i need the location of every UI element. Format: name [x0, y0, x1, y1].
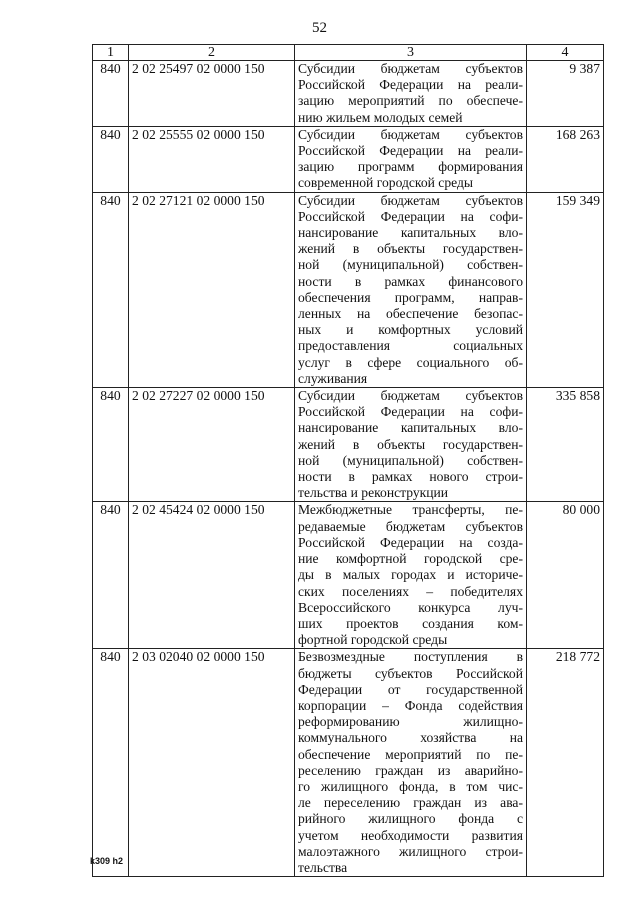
description-line: Субсидии бюджетам субъектов [298, 61, 523, 76]
income-description-cell [295, 649, 527, 877]
footer-code: k309 h2 [90, 856, 124, 866]
description-line: нансирование капитальных вло- [298, 420, 523, 436]
table-row [93, 61, 604, 127]
table-row [93, 192, 604, 387]
income-description-cell [295, 502, 527, 649]
budget-classification-code-cell: 2 02 27227 02 0000 150 [129, 388, 295, 502]
description-line: Российской Федерации на софи- [298, 404, 523, 420]
income-description-cell [295, 388, 527, 502]
description-line: нию жильем молодых семей [298, 109, 463, 125]
description-line: Субсидии бюджетам субъектов [298, 388, 523, 404]
description-line: Российской Федерации на софи- [298, 208, 523, 224]
admin-code-cell: 840 [93, 649, 129, 877]
description-line: Межбюджетные трансферты, пе- [298, 502, 523, 518]
description-line: ной (муниципальной) собствен- [298, 452, 523, 468]
description-line: современной городской среды [298, 175, 474, 191]
description-line: ленных на обеспечение безопас- [298, 306, 523, 322]
description-line: малоэтажного жилищного строи- [298, 843, 523, 859]
description-line: редаваемые бюджетам субъектов [298, 518, 523, 534]
table-header-row [93, 45, 604, 61]
description-line: ных и комфортных условий [298, 322, 523, 338]
amount-cell: 218 772 [527, 649, 604, 877]
column-header-4: 4 [527, 45, 604, 61]
description-line: нансирование капитальных вло- [298, 225, 523, 241]
description-line: реселению граждан из аварийно- [298, 762, 523, 778]
admin-code-cell: 840 [93, 192, 129, 387]
table-row [93, 388, 604, 502]
description-line: предоставления социальных [298, 338, 523, 354]
description-line: ности в рамках нового строи- [298, 469, 523, 485]
description-line: обеспечение мероприятий по пе- [298, 746, 523, 762]
description-line: Субсидии бюджетам субъектов [298, 192, 523, 208]
description-line: зацию программ формирования [298, 159, 523, 175]
admin-code-cell: 840 [93, 126, 129, 192]
description-line: ских поселениях – победителях [298, 583, 523, 599]
description-line: Субсидии бюджетам субъектов [298, 126, 523, 142]
column-header-1: 1 [93, 45, 129, 61]
budget-classification-code-cell: 2 02 25555 02 0000 150 [129, 126, 295, 192]
description-line: коммунального хозяйства на [298, 730, 523, 746]
budget-classification-code-cell: 2 03 02040 02 0000 150 [129, 649, 295, 877]
description-line: ной (муниципальной) собствен- [298, 257, 523, 273]
description-line: корпорации – Фонда содействия [298, 697, 523, 713]
column-header-2: 2 [129, 45, 295, 61]
description-line: учетом необходимости развития [298, 827, 523, 843]
page-number: 52 [312, 20, 327, 36]
description-line: Безвозмездные поступления в [298, 649, 523, 665]
description-line: ние комфортной городской сре- [298, 551, 523, 567]
budget-classification-code-cell: 2 02 27121 02 0000 150 [129, 192, 295, 387]
admin-code-cell: 840 [93, 61, 129, 127]
amount-cell: 159 349 [527, 192, 604, 387]
description-line: ле переселению граждан из ава- [298, 795, 523, 811]
description-line: бюджеты субъектов Российской [298, 665, 523, 681]
income-description-cell [295, 192, 527, 387]
description-line: Российской Федерации на реали- [298, 77, 523, 93]
income-description-cell [295, 61, 527, 127]
description-line: тельства [298, 859, 348, 875]
description-line: ности в рамках финансового [298, 273, 523, 289]
budget-classification-code-cell: 2 02 45424 02 0000 150 [129, 502, 295, 649]
admin-code-cell: 840 [93, 388, 129, 502]
description-line: Российской Федерации на созда- [298, 534, 523, 550]
amount-cell: 9 387 [527, 61, 604, 127]
budget-table [92, 44, 604, 877]
description-line: тельства и реконструкции [298, 485, 449, 501]
description-line: жений в объекты государствен- [298, 436, 523, 452]
description-line: ды в малых городах и историче- [298, 567, 523, 583]
amount-cell: 168 263 [527, 126, 604, 192]
admin-code-cell: 840 [93, 502, 129, 649]
description-line: реформированию жилищно- [298, 714, 523, 730]
description-line: Российской Федерации на реали- [298, 143, 523, 159]
budget-classification-code-cell: 2 02 25497 02 0000 150 [129, 61, 295, 127]
description-line: Всероссийского конкурса луч- [298, 599, 523, 615]
description-line: ших проектов создания ком- [298, 615, 523, 631]
table-row [93, 649, 604, 877]
description-line: услуг в сфере социального об- [298, 354, 523, 370]
table-row [93, 126, 604, 192]
description-line: Федерации от государственной [298, 681, 523, 697]
description-line: рийного жилищного фонда с [298, 811, 523, 827]
table-row [93, 502, 604, 649]
income-description-cell [295, 126, 527, 192]
description-line: обеспечения программ, направ- [298, 289, 523, 305]
amount-cell: 335 858 [527, 388, 604, 502]
amount-cell: 80 000 [527, 502, 604, 649]
description-line: го жилищного фонда, в том чис- [298, 778, 523, 794]
column-header-3: 3 [295, 45, 527, 61]
description-line: фортной городской среды [298, 632, 448, 648]
description-line: жений в объекты государствен- [298, 241, 523, 257]
table-body [93, 61, 604, 877]
description-line: зацию мероприятий по обеспече- [298, 93, 523, 109]
description-line: служивания [298, 370, 368, 386]
